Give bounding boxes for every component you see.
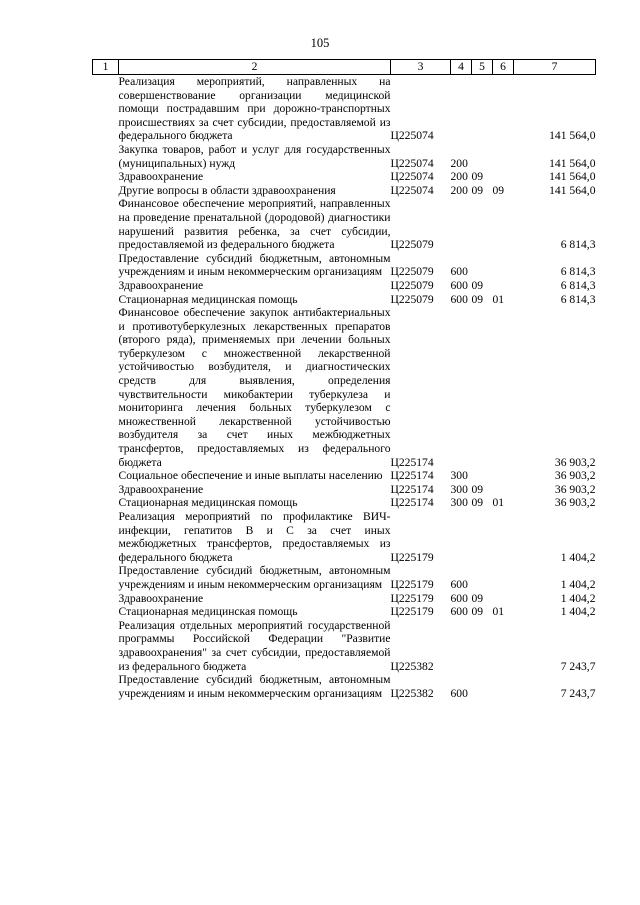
row-expense-type	[451, 619, 472, 673]
row-name: Закупка товаров, работ и услуг для государственных (муниципальных) нужд	[118, 142, 391, 170]
row-target-code: Ц225179	[390, 577, 434, 591]
row-target-code: Ц225179	[390, 550, 434, 564]
row-name: Здравоохранение	[118, 591, 204, 605]
row-name: Стационарная медицинская помощь	[118, 292, 298, 306]
row-subsection	[493, 564, 514, 591]
row-target-code: Ц225179	[390, 605, 434, 619]
row-target-code: Ц225174	[390, 469, 434, 483]
row-target-code: Ц225074	[390, 156, 434, 170]
row-section	[472, 75, 493, 143]
row-section	[472, 619, 493, 673]
row-section	[472, 673, 493, 700]
row-expense-type: 600	[450, 292, 468, 306]
row-amount: 36 903,2	[554, 482, 596, 496]
row-amount: 6 814,3	[560, 238, 596, 252]
row-expense-type: 300	[450, 469, 468, 483]
table-row	[93, 252, 596, 279]
row-section: 09	[471, 170, 484, 184]
row-name: Здравоохранение	[118, 278, 204, 292]
row-subsection	[493, 252, 514, 279]
table-row	[93, 75, 596, 143]
page-number: 105	[310, 36, 330, 50]
row-amount: 1 404,2	[560, 591, 596, 605]
row-subsection: 01	[492, 496, 505, 510]
row-blank-cell	[93, 510, 119, 564]
row-section: 09	[471, 605, 484, 619]
row-expense-type: 600	[450, 605, 468, 619]
row-name: Предоставление субсидий бюджетным, автономным учреждениям и иным некоммерческим организациям	[118, 564, 391, 591]
table-row	[93, 143, 596, 170]
row-blank-cell	[93, 306, 119, 469]
row-section: 09	[471, 496, 484, 510]
row-target-code: Ц225074	[390, 183, 434, 197]
budget-table	[92, 59, 596, 700]
row-amount: 36 903,2	[554, 469, 596, 483]
row-target-code: Ц225174	[390, 455, 434, 469]
row-section	[472, 306, 493, 469]
row-expense-type: 600	[450, 265, 468, 279]
row-subsection	[493, 170, 514, 184]
table-row	[93, 496, 596, 510]
row-section: 09	[471, 482, 484, 496]
row-blank-cell	[93, 592, 119, 606]
row-blank-cell	[93, 564, 119, 591]
row-section	[472, 252, 493, 279]
row-expense-type: 600	[450, 686, 468, 700]
table-header-row	[93, 60, 596, 75]
row-name: Другие вопросы в области здравоохранения	[118, 183, 336, 197]
row-blank-cell	[93, 605, 119, 619]
header-col-2: 2	[119, 60, 391, 75]
row-target-code: Ц225074	[390, 170, 434, 184]
header-col-4: 4	[451, 60, 472, 75]
table-row	[93, 592, 596, 606]
row-subsection	[493, 619, 514, 673]
row-subsection: 01	[492, 292, 505, 306]
row-subsection	[493, 592, 514, 606]
row-blank-cell	[93, 469, 119, 483]
row-subsection	[493, 143, 514, 170]
row-target-code: Ц225074	[390, 129, 434, 143]
header-col-1: 1	[93, 60, 119, 75]
row-subsection	[493, 75, 514, 143]
row-section	[472, 143, 493, 170]
row-subsection	[493, 469, 514, 483]
table-row	[93, 510, 596, 564]
header-col-6: 6	[493, 60, 514, 75]
header-col-7: 7	[514, 60, 596, 75]
row-name: Реализация мероприятий по профилактике ВИЧ-инфекции, гепатитов В и С за счет иных межбюджетных трансфертов, предоставляемых из федерального бюджета	[118, 510, 391, 564]
row-amount: 6 814,3	[560, 265, 596, 279]
row-blank-cell	[93, 293, 119, 307]
row-amount: 141 564,0	[549, 156, 596, 170]
row-section	[472, 510, 493, 564]
row-blank-cell	[93, 143, 119, 170]
row-section	[472, 564, 493, 591]
row-expense-type	[451, 197, 472, 251]
row-amount: 36 903,2	[554, 496, 596, 510]
table-row	[93, 605, 596, 619]
row-target-code: Ц225382	[390, 659, 434, 673]
table-row	[93, 483, 596, 497]
row-amount: 6 814,3	[560, 278, 596, 292]
row-expense-type	[451, 75, 472, 143]
row-name: Предоставление субсидий бюджетным, автономным учреждениям и иным некоммерческим организациям	[118, 251, 391, 279]
row-blank-cell	[93, 184, 119, 198]
row-blank-cell	[93, 279, 119, 293]
row-expense-type: 600	[450, 577, 468, 591]
row-amount: 1 404,2	[560, 605, 596, 619]
row-blank-cell	[93, 170, 119, 184]
row-section: 09	[471, 292, 484, 306]
row-expense-type: 300	[450, 496, 468, 510]
row-amount: 1 404,2	[560, 550, 596, 564]
row-section	[472, 197, 493, 251]
row-amount: 7 243,7	[560, 686, 596, 700]
row-blank-cell	[93, 75, 119, 143]
row-section: 09	[471, 183, 484, 197]
row-target-code: Ц225079	[390, 238, 434, 252]
row-subsection	[493, 197, 514, 251]
row-expense-type: 300	[450, 482, 468, 496]
row-target-code: Ц225382	[390, 686, 434, 700]
row-name: Реализация отдельных мероприятий государственной программы Российской Федерации "Развитие здравоохранения" за счет субсидии, предоставляемой из федерального бюджета	[118, 618, 391, 673]
table-row	[93, 197, 596, 251]
row-blank-cell	[93, 496, 119, 510]
table-row	[93, 673, 596, 700]
row-name: Предоставление субсидий бюджетным, автономным учреждениям и иным некоммерческим организациям	[118, 673, 391, 700]
row-target-code: Ц225079	[390, 265, 434, 279]
table-row	[93, 564, 596, 591]
row-subsection	[493, 673, 514, 700]
row-name: Социальное обеспечение и иные выплаты населению	[118, 469, 383, 483]
row-name: Финансовое обеспечение мероприятий, направленных на проведение пренатальной (дородовой) диагностики нарушений развития ребенка, за счет субсидии, предоставляемой из федерального бюджета	[118, 197, 391, 252]
row-blank-cell	[93, 197, 119, 251]
row-expense-type: 600	[450, 591, 468, 605]
row-expense-type: 600	[450, 278, 468, 292]
row-expense-type: 200	[450, 170, 468, 184]
row-amount: 36 903,2	[554, 455, 596, 469]
header-col-3: 3	[391, 60, 451, 75]
row-blank-cell	[93, 673, 119, 700]
row-name: Стационарная медицинская помощь	[118, 605, 298, 619]
table-row	[93, 279, 596, 293]
table-row	[93, 619, 596, 673]
row-amount: 6 814,3	[560, 292, 596, 306]
row-section	[472, 469, 493, 483]
header-col-5: 5	[472, 60, 493, 75]
row-blank-cell	[93, 619, 119, 673]
table-row	[93, 293, 596, 307]
row-amount: 141 564,0	[549, 129, 596, 143]
row-subsection	[493, 483, 514, 497]
row-expense-type: 200	[450, 156, 468, 170]
row-target-code: Ц225079	[390, 278, 434, 292]
row-target-code: Ц225174	[390, 482, 434, 496]
row-target-code: Ц225174	[390, 496, 434, 510]
row-name: Стационарная медицинская помощь	[118, 496, 298, 510]
row-name: Финансовое обеспечение закупок антибактериальных и противотуберкулезных лекарственных препаратов (второго ряда), применяемых при лечении больных туберкулезом с множественной лекарственной устойчивостью возбудителя, и диагностических средств для выявления, определения чувствительности микобактерии туберкулеза и мониторинга лечения больных туберкулезом с множественной лекарственной устойчивостью возбудителя за счет иных межбюджетных трансфертов, предоставляемых из федерального бюджета	[118, 306, 391, 469]
row-amount: 7 243,7	[560, 659, 596, 673]
row-name: Реализация мероприятий, направленных на совершенствование организации медицинской помощи пострадавшим при дорожно-транспортных происшествиях за счет субсидии, предоставляемой из федерального бюджета	[118, 75, 391, 143]
row-target-code: Ц225179	[390, 591, 434, 605]
table-row	[93, 469, 596, 483]
row-amount: 141 564,0	[549, 170, 596, 184]
row-amount: 141 564,0	[549, 183, 596, 197]
row-subsection: 01	[492, 605, 505, 619]
table-row	[93, 170, 596, 184]
row-section: 09	[471, 591, 484, 605]
table-row	[93, 184, 596, 198]
row-blank-cell	[93, 483, 119, 497]
table-row	[93, 306, 596, 469]
row-section: 09	[471, 278, 484, 292]
row-name: Здравоохранение	[118, 482, 204, 496]
row-name: Здравоохранение	[118, 170, 204, 184]
row-subsection	[493, 279, 514, 293]
row-subsection	[493, 306, 514, 469]
row-target-code: Ц225079	[390, 292, 434, 306]
row-subsection	[493, 510, 514, 564]
row-blank-cell	[93, 252, 119, 279]
row-amount: 1 404,2	[560, 577, 596, 591]
row-expense-type	[451, 306, 472, 469]
row-expense-type: 200	[450, 183, 468, 197]
row-expense-type	[451, 510, 472, 564]
row-subsection: 09	[492, 183, 505, 197]
